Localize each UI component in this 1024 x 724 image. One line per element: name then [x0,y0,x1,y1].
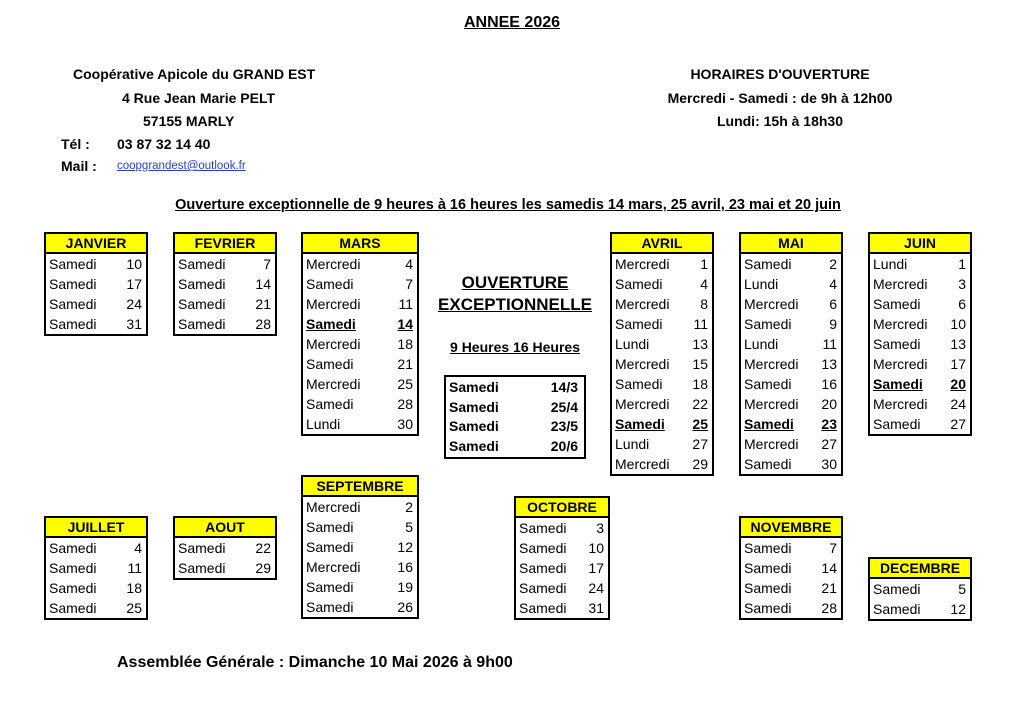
exceptional-date-row: Samedi 25/4 [449,398,578,415]
month-header-aout: AOUT [173,516,277,538]
day-number: 26 [397,599,413,615]
day-row [303,537,417,557]
day-row [870,414,970,434]
weekday: Samedi [873,581,921,597]
month-table-octobre [514,496,610,620]
highlighted-day-row [303,314,417,334]
month-header-septembre: SEPTEMBRE [301,475,419,497]
weekday: Mercredi [873,316,928,332]
day-number: 27 [821,436,837,452]
weekday: Samedi [744,416,794,432]
weekday: Samedi [178,256,226,272]
day-number: 4 [134,540,142,556]
tel-number: 03 87 32 14 40 [117,136,211,152]
weekday: Samedi [306,519,354,535]
day-number: 30 [397,416,413,432]
day-number: 11 [693,316,708,332]
day-row [612,354,712,374]
day-number: 25 [126,600,142,616]
day-row [46,274,146,294]
day-row [46,598,146,618]
weekday: Samedi [615,316,663,332]
weekday: Mercredi [873,276,928,292]
day-number: 25 [692,416,708,432]
weekday: Mercredi [306,559,361,575]
day-number: 23 [821,416,837,432]
day-number: 4 [829,276,837,292]
weekday: Samedi [744,560,792,576]
day-number: 16 [821,376,837,392]
day-number: 24 [588,580,604,596]
day-number: 10 [126,256,142,272]
day-number: 11 [127,560,142,576]
weekday: Lundi [744,276,779,292]
day-number: 29 [692,456,708,472]
day-row [870,354,970,374]
coop-city: 57155 MARLY [143,113,235,129]
tel-label: Tél : [61,136,90,152]
mail-link[interactable]: coopgrandest@outlook.fr [117,160,246,172]
weekday: Samedi [49,316,97,332]
day-row [516,598,608,618]
day-row [870,579,970,599]
day-row [303,497,417,517]
day-number: 29 [255,560,271,576]
day-number: 22 [692,396,708,412]
day-row [741,538,841,558]
weekday: Mercredi [873,356,928,372]
day-number: 8 [700,296,708,312]
month-days-juin [868,254,972,436]
day-number: 7 [829,540,837,556]
day-row [303,294,417,314]
day-number: 6 [829,296,837,312]
weekday: Samedi [178,560,226,576]
day-number: 11 [822,336,837,352]
month-table-mai [739,232,843,476]
day-row [870,394,970,414]
weekday: Samedi [306,599,354,615]
weekday: Mercredi [744,396,799,412]
day-row [46,538,146,558]
day-number: 7 [405,276,413,292]
weekday: Samedi [873,296,921,312]
weekday: Samedi [178,276,226,292]
mail-label: Mail : [61,158,97,174]
day-number: 24 [126,296,142,312]
day-number: 17 [588,560,604,576]
month-table-novembre [739,516,843,620]
day-row [303,577,417,597]
day-number: 30 [821,456,837,472]
day-row [741,314,841,334]
day-row [612,454,712,474]
weekday: Samedi [744,456,792,472]
day-number: 18 [397,336,413,352]
day-row [175,314,275,334]
weekday: Samedi [49,296,97,312]
exceptional-dates-box [444,375,586,459]
month-table-decembre [868,557,972,621]
weekday: Mercredi [306,499,361,515]
month-days-octobre [514,518,610,620]
day-number: 21 [821,580,837,596]
highlighted-day-row [612,414,712,434]
weekday: Mercredi [615,256,670,272]
day-row [46,294,146,314]
day-number: 20 [821,396,837,412]
day-row [303,597,417,617]
weekday: Samedi [744,580,792,596]
month-header-fevrier: FEVRIER [173,232,277,254]
general-assembly-notice: Assemblée Générale : Dimanche 10 Mai 2026 à 9h00 [117,654,513,671]
month-days-mars [301,254,419,436]
month-days-juillet [44,538,148,620]
day-number: 6 [958,296,966,312]
day-number: 10 [588,540,604,556]
weekday: Samedi [49,600,97,616]
exceptional-notice: Ouverture exceptionnelle de 9 heures à 16 heures les samedis 14 mars, 25 avril, 23 mai et 20 juin [175,197,841,213]
day-row [46,314,146,334]
weekday: Samedi [873,416,921,432]
day-row [612,274,712,294]
weekday: Samedi [744,540,792,556]
month-days-janvier [44,254,148,336]
weekday: Samedi [519,520,567,536]
day-row [46,578,146,598]
day-row [303,394,417,414]
day-row [741,434,841,454]
month-table-mars [301,232,419,436]
day-row [612,394,712,414]
exceptional-title-line-2: EXCEPTIONNELLE [438,295,592,314]
month-header-avril: AVRIL [610,232,714,254]
day-row [612,374,712,394]
exceptional-date-row: Samedi 14/3 [449,379,578,395]
day-row [516,558,608,578]
day-number: 12 [950,601,966,617]
day-row [303,254,417,274]
day-row [175,274,275,294]
day-row [741,454,841,474]
month-days-novembre [739,538,843,620]
day-number: 24 [950,396,966,412]
weekday: Samedi [178,296,226,312]
weekday: Samedi [519,580,567,596]
month-table-septembre [301,475,419,619]
month-table-avril [610,232,714,476]
weekday: Samedi [49,540,97,556]
day-row [741,558,841,578]
month-table-aout [173,516,277,580]
weekday: Samedi [178,316,226,332]
month-header-juin: JUIN [868,232,972,254]
day-number: 28 [821,600,837,616]
day-row [612,314,712,334]
day-number: 4 [405,256,413,272]
day-number: 1 [700,256,708,272]
weekday: Mercredi [306,296,361,312]
day-row [175,294,275,314]
day-row [870,599,970,619]
day-number: 31 [588,600,604,616]
day-number: 9 [829,316,837,332]
weekday: Mercredi [615,356,670,372]
weekday: Samedi [615,416,665,432]
day-row [741,274,841,294]
weekday: Mercredi [744,356,799,372]
weekday: Mercredi [615,296,670,312]
day-row [303,374,417,394]
weekday: Lundi [744,336,779,352]
day-number: 2 [405,499,413,515]
day-row [741,354,841,374]
day-row [870,274,970,294]
month-days-aout [173,538,277,580]
day-number: 16 [397,559,413,575]
weekday: Samedi [519,540,567,556]
exceptional-hours: 9 Heures 16 Heures [450,339,580,355]
weekday: Mercredi [306,376,361,392]
weekday: Samedi [306,396,354,412]
weekday: Samedi [519,560,567,576]
day-row [741,254,841,274]
day-number: 18 [126,580,142,596]
day-number: 3 [958,276,966,292]
exceptional-title-line-1: OUVERTURE [461,273,569,292]
day-row [303,274,417,294]
day-number: 27 [950,416,966,432]
day-number: 21 [397,356,413,372]
day-row [870,254,970,274]
day-number: 13 [821,356,837,372]
day-number: 27 [692,436,708,452]
day-number: 11 [398,296,413,312]
weekday: Mercredi [615,396,670,412]
month-header-decembre: DECEMBRE [868,557,972,579]
day-row [46,254,146,274]
exceptional-opening-title [420,272,610,316]
day-row [303,517,417,537]
weekday: Samedi [306,316,356,332]
day-row [612,294,712,314]
weekday: Samedi [49,580,97,596]
day-row [741,394,841,414]
page-title: ANNEE 2026 [463,14,561,31]
day-row [175,538,275,558]
highlighted-day-row [870,374,970,394]
weekday: Samedi [49,276,97,292]
hours-title: HORAIRES D'OUVERTURE [690,66,870,82]
weekday: Mercredi [306,336,361,352]
day-row [175,558,275,578]
weekday: Samedi [744,316,792,332]
hours-line-1: Mercredi - Samedi : de 9h à 12h00 [667,90,893,106]
day-number: 20 [950,376,966,392]
day-number: 15 [692,356,708,372]
day-row [741,294,841,314]
weekday: Samedi [744,256,792,272]
month-header-octobre: OCTOBRE [514,496,610,518]
month-table-janvier [44,232,148,336]
weekday: Lundi [615,336,650,352]
day-row [303,414,417,434]
month-header-mai: MAI [739,232,843,254]
weekday: Lundi [615,436,650,452]
day-number: 17 [126,276,142,292]
day-row [516,538,608,558]
highlighted-day-row [741,414,841,434]
day-number: 19 [397,579,413,595]
day-row [516,518,608,538]
weekday: Samedi [744,600,792,616]
day-number: 28 [397,396,413,412]
day-number: 10 [950,316,966,332]
day-row [175,254,275,274]
hours-line-2: Lundi: 15h à 18h30 [716,113,844,129]
day-number: 2 [829,256,837,272]
day-number: 28 [255,316,271,332]
weekday: Mercredi [615,456,670,472]
weekday: Samedi [615,376,663,392]
weekday: Samedi [519,600,567,616]
month-days-decembre [868,579,972,621]
coop-street: 4 Rue Jean Marie PELT [122,90,276,106]
weekday: Samedi [615,276,663,292]
day-number: 18 [692,376,708,392]
month-table-juillet [44,516,148,620]
weekday: Mercredi [873,396,928,412]
coop-name: Coopérative Apicole du GRAND EST [73,66,316,82]
day-row [741,374,841,394]
month-table-fevrier [173,232,277,336]
month-header-mars: MARS [301,232,419,254]
month-header-juillet: JUILLET [44,516,148,538]
weekday: Samedi [49,256,97,272]
weekday: Samedi [306,276,354,292]
weekday: Samedi [306,356,354,372]
day-row [46,558,146,578]
day-row [741,334,841,354]
weekday: Samedi [873,336,921,352]
day-row [516,578,608,598]
day-number: 12 [397,539,413,555]
exceptional-date-row: Samedi 20/6 [449,437,578,454]
weekday: Lundi [873,256,908,272]
weekday: Lundi [306,416,341,432]
month-header-novembre: NOVEMBRE [739,516,843,538]
day-row [741,578,841,598]
day-number: 14 [821,560,837,576]
day-row [741,598,841,618]
weekday: Mercredi [744,296,799,312]
day-number: 21 [255,296,271,312]
day-row [870,314,970,334]
weekday: Samedi [306,579,354,595]
day-number: 14 [255,276,271,292]
day-number: 22 [255,540,271,556]
day-number: 5 [958,581,966,597]
day-number: 14 [397,316,413,332]
day-number: 4 [700,276,708,292]
day-number: 17 [950,356,966,372]
weekday: Samedi [306,539,354,555]
weekday: Samedi [873,601,921,617]
day-number: 5 [405,519,413,535]
day-number: 7 [263,256,271,272]
day-row [612,254,712,274]
weekday: Samedi [178,540,226,556]
day-row [870,334,970,354]
weekday: Samedi [744,376,792,392]
weekday: Samedi [49,560,97,576]
weekday: Mercredi [306,256,361,272]
month-days-mai [739,254,843,476]
day-row [612,434,712,454]
day-number: 13 [692,336,708,352]
day-row [303,334,417,354]
day-number: 31 [126,316,142,332]
day-row [303,557,417,577]
day-number: 25 [397,376,413,392]
day-row [870,294,970,314]
month-days-septembre [301,497,419,619]
day-number: 1 [958,256,966,272]
month-days-avril [610,254,714,476]
month-header-janvier: JANVIER [44,232,148,254]
day-row [303,354,417,374]
weekday: Samedi [873,376,923,392]
weekday: Mercredi [744,436,799,452]
day-number: 13 [950,336,966,352]
month-table-juin [868,232,972,436]
day-row [612,334,712,354]
exceptional-date-row: Samedi 23/5 [449,418,578,434]
month-days-fevrier [173,254,277,336]
day-number: 3 [596,520,604,536]
